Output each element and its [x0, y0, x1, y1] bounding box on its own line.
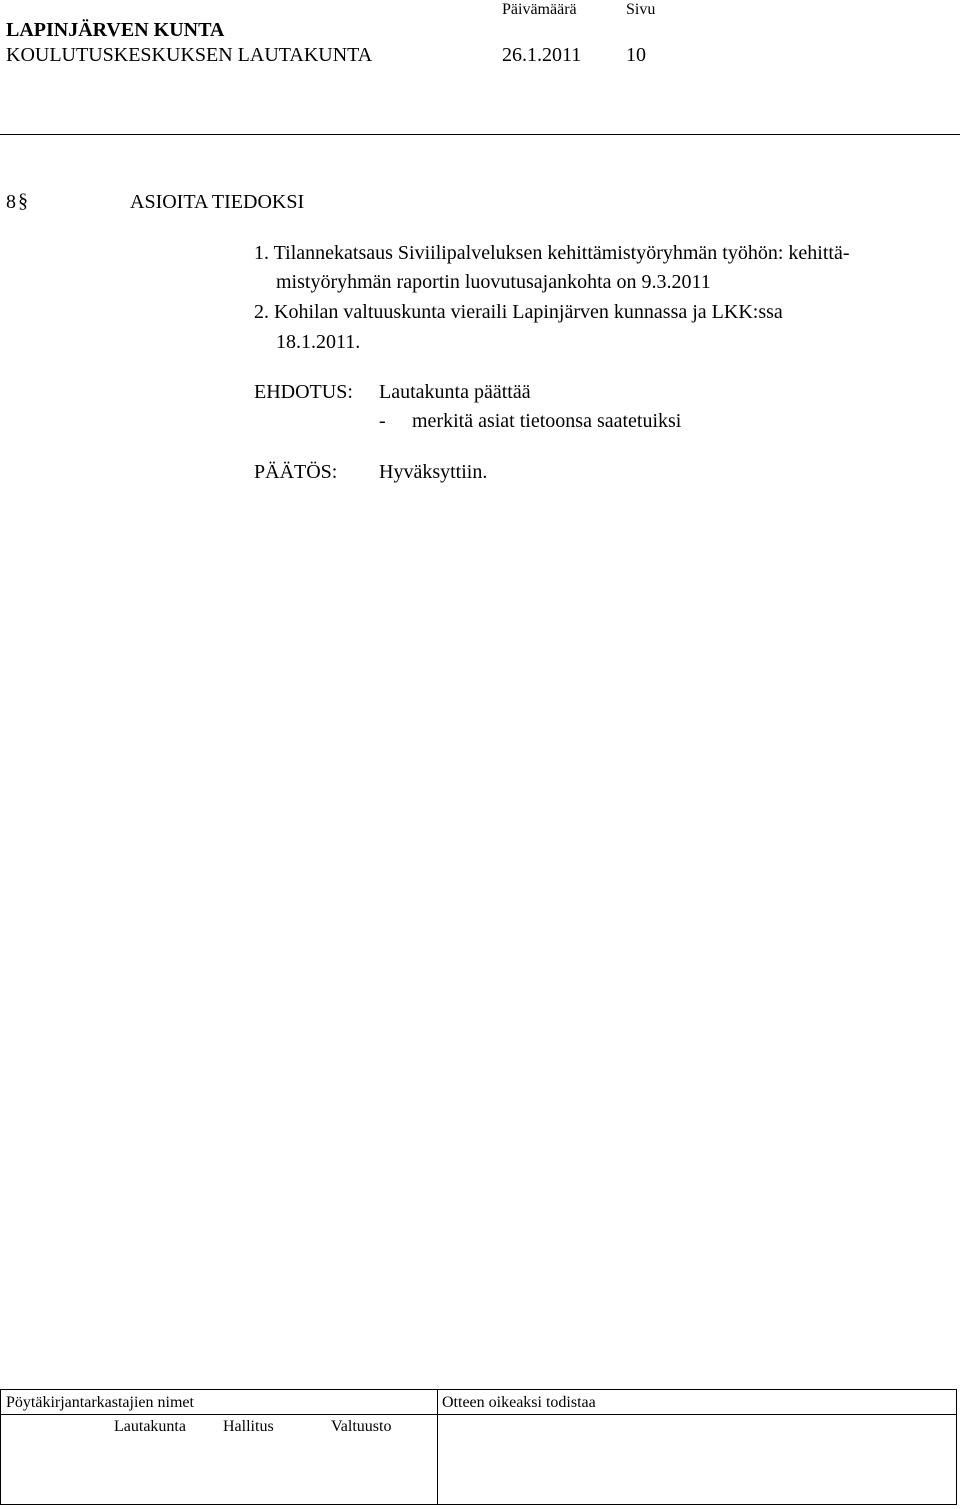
footer-row-divider — [0, 1414, 957, 1415]
decision-text: Hyväksyttiin. — [379, 461, 488, 483]
section-mark: § — [18, 190, 28, 212]
footer-column-council: Valtuusto — [331, 1418, 392, 1435]
date-label: Päivämäärä — [502, 1, 577, 18]
decision-label: PÄÄTÖS: — [254, 461, 338, 483]
page-label: Sivu — [626, 1, 656, 18]
footer-column-divider — [437, 1389, 438, 1505]
footer-reviewers-header: Pöytäkirjantarkastajien nimet — [6, 1394, 194, 1411]
organization-name: LAPINJÄRVEN KUNTA — [6, 19, 225, 41]
list-item-2-line-1: 2. Kohilan valtuuskunta vieraili Lapinjärven kunnassa ja LKK:ssa — [254, 301, 783, 323]
proposal-label: EHDOTUS: — [254, 381, 353, 403]
proposal-bullet: merkitä asiat tietoonsa saatetuiksi — [412, 410, 682, 432]
board-name: KOULUTUSKESKUKSEN LAUTAKUNTA — [6, 44, 373, 66]
proposal-dash: - — [379, 410, 386, 432]
list-item-1-line-2: mistyöryhmän raportin luovutusajankohta on 9.3.2011 — [276, 271, 711, 293]
section-number: 8 — [6, 191, 16, 213]
page-number: 10 — [626, 44, 646, 66]
footer-certification-header: Otteen oikeaksi todistaa — [442, 1394, 596, 1411]
header-divider — [0, 134, 960, 135]
document-date: 26.1.2011 — [502, 44, 582, 66]
list-item-1-line-1: 1. Tilannekatsaus Siviilipalveluksen kehittämistyöryhmän työhön: kehittä- — [254, 242, 850, 264]
footer-column-board: Lautakunta — [114, 1418, 186, 1435]
proposal-text: Lautakunta päättää — [379, 381, 531, 403]
list-item-2-line-2: 18.1.2011. — [276, 331, 361, 353]
footer-column-executive: Hallitus — [223, 1418, 274, 1435]
section-title: ASIOITA TIEDOKSI — [130, 191, 305, 213]
